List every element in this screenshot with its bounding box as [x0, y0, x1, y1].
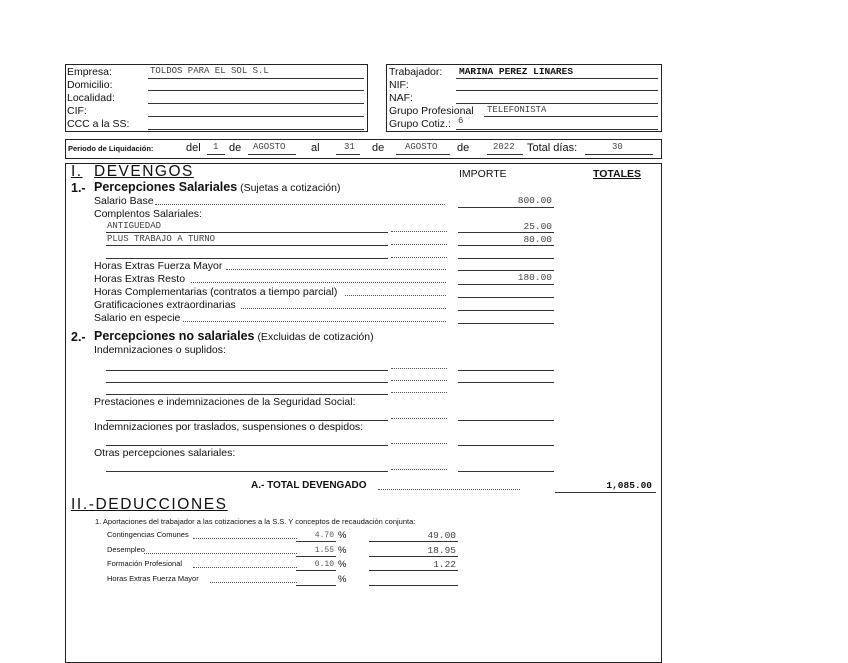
sec1-num: 1.-: [71, 181, 86, 195]
devengos-title-num: I.: [71, 163, 83, 180]
deduccion-pct-sign: %: [338, 573, 347, 585]
sec2-title: Percepciones no salariales: [94, 329, 255, 343]
deducciones-sub1: 1. Aportaciones del trabajador a las cotizaciones a la S.S. Y conceptos de recaudación conjunta:: [95, 517, 416, 526]
indem-dots-3: [391, 392, 447, 393]
sec1-title: Percepciones Salariales: [94, 180, 238, 194]
naf-label: NAF:: [389, 92, 413, 104]
domicilio-label: Domicilio:: [67, 79, 113, 91]
domicilio-line: [148, 90, 364, 91]
grat-dots: [241, 308, 446, 309]
deduccion-pct: 0.10: [314, 560, 334, 569]
ccc-line: [148, 129, 364, 130]
grupo-cotiz-label: Grupo Cotiz.:: [389, 118, 451, 130]
devengos-title: DEVENGOS: [94, 163, 194, 180]
deduccion-dots: [144, 553, 297, 554]
deduccion-value: 49.00: [427, 530, 456, 541]
periodo-anio-line: [487, 154, 523, 155]
deduccion-value: 1.22: [433, 559, 456, 570]
periodo-de1: de: [229, 142, 242, 154]
comp2-line: [106, 245, 388, 246]
periodo-dia-fin-line: [336, 154, 360, 155]
periodo-mes-inicio-line: [248, 154, 296, 155]
hcomp-dots: [345, 295, 446, 296]
total-devengado-label: A.- TOTAL DEVENGADO: [251, 480, 367, 491]
salario-base-value: 800.00: [517, 195, 552, 206]
hcomp-line: [458, 297, 554, 298]
trabajador-label: Trabajador:: [389, 66, 443, 78]
deduccion-value-line: [369, 556, 458, 557]
periodo-label: Periodo de Liquidación:: [68, 144, 154, 153]
trabajador-line: [456, 78, 658, 79]
otras-dots: [391, 469, 447, 470]
total-devengado-value: 1,085.00: [606, 480, 652, 491]
salario-base-line: [458, 207, 554, 208]
traslados-dots: [391, 443, 447, 444]
deduccion-pct: 1.55: [314, 545, 334, 555]
deduccion-value-line: [369, 585, 458, 586]
periodo-total-dias: 30: [612, 142, 623, 152]
deduccion-value: 18.95: [427, 544, 456, 556]
indem-label: Indemnizaciones o suplidos:: [94, 344, 226, 356]
deduccion-value-line: [369, 570, 458, 571]
indem-dots-1: [391, 368, 447, 369]
comp1-label: ANTIGUEDAD: [107, 221, 162, 231]
deduccion-pct-line: [296, 556, 336, 557]
total-devengado-dots: [378, 489, 520, 490]
hcomp-label: Horas Complementarias (contratos a tiempo parcial): [94, 286, 338, 298]
sec1-heading: [94, 180, 340, 194]
deduccion-label: Formación Profesional: [107, 559, 183, 568]
importe-header: IMPORTE: [459, 168, 507, 180]
especie-dots: [183, 321, 446, 322]
grupo-profesional-line: [484, 116, 658, 117]
sec2-heading: [94, 329, 374, 343]
especie-label: Salario en especie: [94, 312, 181, 324]
deduccion-label: Contingencias Comunes: [107, 530, 189, 539]
deduccion-dots: [210, 582, 298, 583]
localidad-label: Localidad:: [67, 92, 115, 104]
otras-label: Otras percepciones salariales:: [94, 447, 236, 459]
indem-line-3: [106, 394, 388, 395]
deduccion-pct-sign: %: [338, 559, 347, 570]
nif-line: [456, 90, 658, 91]
sec2-num: 2.-: [71, 330, 86, 344]
deduccion-pct-line: [296, 541, 336, 542]
comp1-value: 25.00: [523, 221, 552, 232]
grupo-cotiz-value: 6: [458, 116, 464, 126]
deduccion-dots: [193, 538, 297, 539]
deduccion-pct-line: [296, 585, 336, 586]
periodo-dia-inicio-line: [207, 154, 225, 155]
prest-dots: [391, 418, 447, 419]
comp2-value: 80.00: [523, 234, 552, 245]
deduccion-value-line: [369, 541, 458, 542]
prest-label: Prestaciones e indemnizaciones de la Seguridad Social:: [94, 396, 356, 408]
comp2-value-line: [458, 245, 554, 246]
otras-value-line: [458, 471, 554, 472]
traslados-label: Indemnizaciones por traslados, suspensiones o despidos:: [94, 421, 364, 433]
her-dots: [191, 282, 446, 283]
comp3-line: [106, 258, 388, 259]
sec2-note: (Excluidas de cotización): [257, 331, 374, 343]
otras-line: [106, 471, 388, 472]
deduccion-label: Desempleo: [107, 544, 145, 554]
complementos-label: Complentos Salariales:: [94, 208, 202, 220]
especie-line: [458, 323, 554, 324]
indem-dots-2: [391, 380, 447, 381]
cif-label: CIF:: [67, 105, 87, 117]
periodo-total-dias-line: [585, 154, 653, 155]
salario-base-dots: [155, 204, 445, 205]
total-devengado-line: [555, 492, 656, 493]
periodo-de2: de: [372, 142, 385, 154]
periodo-dia-fin: 31: [344, 142, 355, 152]
grupo-profesional-label: Grupo Profesional: [389, 105, 474, 117]
traslados-line: [106, 445, 388, 446]
hefm-line: [458, 270, 554, 271]
comp2-dots: [391, 244, 447, 245]
grupo-cotiz-line: [456, 129, 658, 130]
trabajador-value: MARINA PEREZ LINARES: [459, 66, 574, 77]
periodo-dia-inicio: 1: [213, 142, 219, 152]
comp1-dots: [391, 231, 447, 232]
her-label: Horas Extras Resto: [94, 273, 186, 285]
periodo-del: del: [186, 142, 201, 154]
grat-label: Gratificaciones extraordinarias: [94, 299, 236, 311]
periodo-anio: 2022: [493, 142, 515, 152]
localidad-line: [148, 103, 364, 104]
periodo-mes-fin: AGOSTO: [405, 142, 438, 152]
cif-line: [148, 116, 364, 117]
deduccion-pct-line: [296, 570, 336, 571]
periodo-total-label: Total días:: [527, 142, 578, 154]
comp3-value-line: [458, 258, 554, 259]
comp2-label: PLUS TRABAJO A TURNO: [107, 234, 216, 244]
empresa-line: [148, 78, 364, 79]
her-value: 180.00: [517, 272, 552, 283]
her-line: [458, 284, 554, 285]
comp1-line: [106, 232, 388, 233]
totales-header: TOTALES: [593, 168, 642, 180]
comp1-value-line: [458, 232, 554, 233]
empresa-value: TOLDOS PARA EL SOL S.L: [150, 66, 269, 76]
ccc-label: CCC a la SS:: [67, 118, 130, 130]
salario-base-label: Salario Base: [94, 195, 154, 207]
hefm-dots: [226, 269, 446, 270]
deducciones-title: II.-DEDUCCIONES: [71, 496, 228, 513]
deduccion-label: Horas Extras Fuerza Mayor: [107, 573, 199, 583]
naf-line: [456, 103, 658, 104]
indem-value-line-2: [458, 382, 554, 383]
periodo-al: al: [311, 142, 320, 154]
deduccion-dots: [193, 567, 297, 568]
periodo-mes-inicio: AGOSTO: [253, 142, 286, 152]
periodo-mes-fin-line: [396, 154, 450, 155]
grupo-profesional-value: TELEFONISTA: [487, 105, 547, 115]
nif-label: NIF:: [389, 79, 409, 91]
deduccion-pct: 4.70: [314, 531, 334, 540]
periodo-de3: de: [457, 142, 470, 154]
traslados-value-line: [458, 445, 554, 446]
indem-line-2: [106, 382, 388, 383]
grat-line: [458, 310, 554, 311]
indem-line-1: [106, 370, 388, 371]
deduccion-pct-sign: %: [338, 544, 347, 556]
comp3-dots: [391, 257, 447, 258]
empresa-label: Empresa:: [67, 66, 112, 78]
deduccion-pct-sign: %: [338, 530, 347, 541]
sec1-note: (Sujetas a cotización): [240, 182, 341, 194]
hefm-label: Horas Extras Fuerza Mayor: [94, 260, 223, 272]
prest-value-line: [458, 420, 554, 421]
indem-value-line-1: [458, 370, 554, 371]
